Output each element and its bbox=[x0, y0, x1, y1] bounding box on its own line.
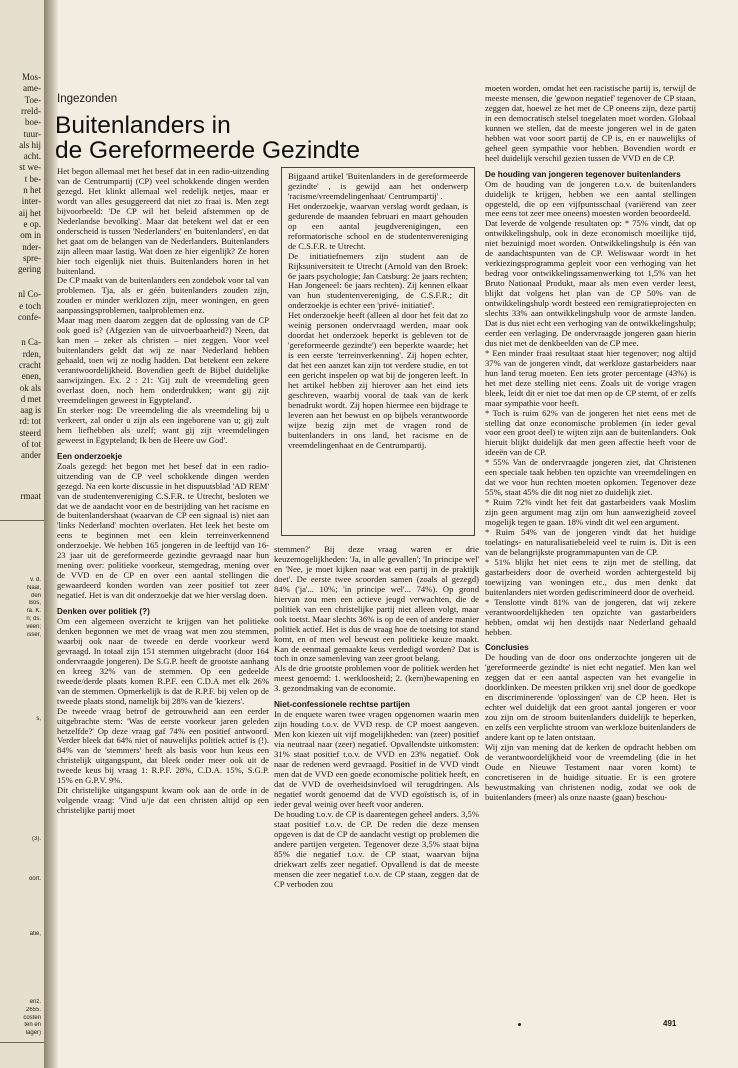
paragraph: Zoals gezegd: het begon met het besef dat in een radio-uitzending van de CP veel schokkende dingen werden gezegd. Na een korte discussie in het dispuutsblad 'AD REM' van de studentenvereniging C.S.F.R. te Utrecht, besloten we dat we de aandacht voor en de bestrijding van het racisme en de buitenlandershaat (waarvan de CP een signaal is) niet aan 'links Nederland' mochten overlaten. Het leek het beste om eens te beginnen met een klein terreinverkennend onderzoekje. We hebben 165 jongeren in de leeftijd van 16-23 jaar uit de gereformeerde gezindte gevraagd naar hun mening over: politieke voorkeur, stemgedrag, mening over de VVD en de CP en over een aantal stellingen die gewaardeerd konden worden van zeer positief tot zeer negatief. Het is van dit onderzoekje dat we hier verslag doen. bbox=[57, 460, 269, 601]
prev-page-text-fragment: aij het bbox=[18, 207, 41, 218]
prev-page-text-fragment: confe- bbox=[18, 312, 41, 322]
paragraph-spacer bbox=[485, 164, 696, 167]
prev-page-text-fragment: rreld- bbox=[21, 105, 41, 116]
prev-page-text-fragment: ame- bbox=[23, 83, 41, 94]
paragraph: Bijgaand artikel 'Buitenlanders in de gereformeerde gezindte' , is gewijd aan het onderwerp 'racisme/vreemdelingenhaat/ Centrumpartij' . bbox=[288, 171, 468, 201]
paragraph: Als de drie grootste problemen voor de politiek werden het meest genoemd: 1. werkloosheid; 2. (kern)bewapening en 3. gezondmaking van de economie. bbox=[274, 663, 479, 694]
paragraph-spacer bbox=[274, 694, 479, 697]
prev-page-text-fragment: gering bbox=[18, 264, 41, 275]
prev-page-text-fragment: inter- bbox=[21, 196, 41, 207]
paragraph: De tweede vraag betrof de getrouwheid aan een eerder uitgebrachte stem: 'Was de eerste voorkeur jaren geleden hetzelfde?' Op deze vraag gaf 74% een positief antwoord. Verder bleek dat 64% niet of nauwelijks politiek actief is (!). 84% van de 'stemmers' heeft als basis voor hun keus een christelijk uitgangspunt, dat bleek onder meer ook uit de tweede keus bij vraag 1: R.P.F. 28%, C.D.A. 15%, S.G.P. 15% en G.P.V. 9%. bbox=[57, 705, 269, 786]
prev-page-text-fragment: d met bbox=[20, 393, 41, 404]
prev-page-small-text: enz. bbox=[29, 999, 41, 1005]
prev-page-small-text: lager) bbox=[25, 1030, 41, 1037]
prev-page-text-fragment: nder- bbox=[22, 241, 41, 252]
article-column-2 bbox=[274, 545, 479, 1042]
paragraph: Maar mag men daarom zeggen dat de oplossing van de CP ook goed is? (Afgezien van de uitvoerbaarheid?) Neen, dat kan men – zeker als christen – niet zeggen. Voor veel buitenlanders geldt dat wij ze naar Nederland hebben gehaald, toen wij ze nodig hadden. Dat betekent een zekere verantwoordelijkheid. Bovendien geeft de Bijbel duidelijke aanwijzingen. Ex. 2 : 21: 'Gij zult de vreemdeling geen overlast doen, noch hem onderdrukken; want gij zijt vreemdelingen geweest in Egypteland'. bbox=[57, 315, 269, 405]
paragraph: * 51% blijkt het niet eens te zijn met de stelling, dat gastarbeiders door de overheid worden achtergesteld bij toewijzing van woningen etc., dus men denkt dat buitenlanders niet worden gediscrimineerd door de overheid. bbox=[485, 556, 696, 597]
prev-page-small-text: costen bbox=[23, 1014, 41, 1021]
headline-line-1: Buitenlanders in bbox=[55, 112, 231, 139]
prev-page-text-fragment: cracht bbox=[19, 359, 41, 370]
prev-page-text-fragment: of tot bbox=[21, 439, 41, 449]
paragraph: Het onderzoekje heeft (alleen al door het feit dat zo weinig personen ondervraagd werden, maar ook doordat het onderzoek beperkt is gebleven tot de 'gereformeerde gezindte') een beperkte waarde; het is een eerste 'terreinverkenning'. Zij hopen echter, dat het een aanzet kan zijn tot verdere studie, en tot een gericht inspelen op wat bij de jongeren leeft. In het artikel hebben zij hierover aan het eind iets geschreven, waarbij vooral de taak van de kerk benadrukt wordt. Zij hopen hiermee een bijdrage te leveren aan het bewust en op bijbels verantwoorde wijze bezig zijn met de vragen rond de buitenlanders in ons land, het racisme en de vreemdelingenhaat en de Centrumpartij. bbox=[288, 310, 468, 450]
prev-page-text-fragment: nl Co- bbox=[18, 289, 41, 300]
prev-page-rule bbox=[0, 520, 44, 521]
prev-page-small-text: (3). bbox=[32, 836, 41, 842]
paragraph: Dit christelijke uitgangspunt kwam ook aan de orde in de volgende vraag: 'Vind u/je dat een christen altijd op een christelijke partij moet bbox=[57, 785, 269, 816]
prev-page-text-fragment: spre- bbox=[23, 252, 41, 263]
prev-page-small-text: isser, bbox=[26, 631, 41, 638]
prev-page-small-text: ten en bbox=[24, 1022, 41, 1029]
paragraph-spacer bbox=[485, 637, 696, 640]
prev-page-small-text: Bos, bbox=[28, 600, 41, 607]
section-kicker: Ingezonden bbox=[57, 93, 118, 105]
previous-page-strip bbox=[0, 0, 45, 1068]
prev-page-rule bbox=[0, 1042, 44, 1043]
prev-page-text-fragment: aag is bbox=[20, 405, 41, 416]
prev-page-text-fragment: rd: tot bbox=[19, 416, 41, 427]
prev-page-text-fragment: ander bbox=[21, 450, 41, 461]
prev-page-text-fragment: steerd bbox=[19, 427, 41, 438]
prev-page-small-text: s, bbox=[36, 716, 41, 722]
prev-page-small-text: veen; bbox=[26, 623, 41, 630]
paragraph: * Ruim 72% vindt het feit dat gastarbeiders vaak Moslim zijn geen argument mag zijn om hun aanwezigheid zoveel mogelijk tegen te gaan. 18% vindt dit wel een argument. bbox=[485, 497, 696, 528]
article-column-1 bbox=[57, 167, 269, 1042]
paragraph: De houding van de door ons onderzochte jongeren uit de 'gereformeerde gezindte' is niet echt negatief. Men kan wel zeggen dat er een aantal aspecten van het evangelie in doorklinken. De meesten prikken vrij snel door de goedkope en discriminerende 'oplossingen' van de CP heen. Het is echter wel duidelijk dat een groot aantal jongeren er voor zou zijn om de stroom buitenlanders duidelijk te beperken, en zelfs een verplichte stroom van werkloze buitenlanders de andere kant op te laten ontstaan. bbox=[485, 652, 696, 743]
paragraph: moeten worden, omdat het een racistische partij is, terwijl de meeste mensen, die 'gewoon negatief' tegenover de CP staan, zeggen dat, hoewel ze het met de CP oneens zijn, deze partij in een democratisch stelsel toegelaten moet worden. Globaal kunnen we stellen, dat de meeste jongeren wel in de gaten hebben wat voor soort partij de CP is, en er nauwelijks of geheel geen sympathie voor hebben. Bovendien wordt er heel duidelijk verschil gezien tussen de VVD en de CP. bbox=[485, 84, 696, 163]
headline-line-2: de Gereformeerde Gezindte bbox=[55, 137, 361, 164]
paragraph: Het begon allemaal met het besef dat in een radio-uitzending van de Centrumpartij (CP) veel schokkende dingen werden gezegd. Het klinkt allemaal wel redelijk netjes, maar er wordt van alles gesuggereerd dat niet zo fraai is. Men zegt bijvoorbeeld: 'De CP wil het beleid afstemmen op de Nederlandse bevolking'. Maar dat betekent wel dat er een onderscheid is tussen 'Nederlanders' en 'buitenlanders', en dat het gaat om de belangen van de Nederlanders. Buitenlanders zijn alleen maar lastig. Wat doen ze hier eigenlijk? Ze horen hier toch eigenlijk niet thuis. Buitenlanders horen in het buitenland. bbox=[57, 167, 269, 276]
paragraph: Dat leverde de volgende resultaten op: * 75% vindt, dat op ontwikkelingshulp, ook in deze economisch moeilijke tijd, niet bezuinigd moet worden. Ontwikkelingshulp is één van de aandachtspunten van de CP. Weliswaar wordt in het verkiezingsprogramma gepleit voor een verhoging van het bedrag voor ontwikkelingssamenwerking tot 1,5% van het Bruto Nationaal Produkt, maar als men even verder leest, blijkt dat volgens het plan van de CP 50% van de ontwikkelingshulp wordt besteed een remigratieprojecten en slechts 33% aan ontwikkelingshulp voor de armste landen. Dat is dus niet echt een verhoging van de ontwikkelingshulp; eerder een verlaging. De ondervraagde jongeren gaan hierin dus niet met de denkbeelden van de CP mee. bbox=[485, 218, 696, 348]
prev-page-small-text: 2655. bbox=[25, 1006, 41, 1013]
prev-page-text-fragment: tuur- bbox=[23, 128, 41, 139]
paragraph: * Een minder fraai resultaat staat hier tegenover; nog altijd 37% van de jongeren vindt, dat werkloze gastarbeiders naar hun land terug moeten. Een iets groter percentage (43%) is het met deze stelling niet eens. Zoals uit de vorige vragen bleek, leidt dit er niet toe dat men op de CP stemt, of er zelfs maar sympathie voor heeft. bbox=[485, 347, 696, 408]
prev-page-text-fragment: ok als bbox=[19, 382, 41, 393]
prev-page-text-fragment: als hij bbox=[19, 139, 41, 150]
prev-page-text-fragment: t be- bbox=[24, 173, 41, 184]
subheading: Conclusies bbox=[485, 643, 529, 653]
paragraph: Wij zijn van mening dat de kerken de opdracht hebben om de verantwoordelijkheid voor de vreemdeling (die in het Oude en Nieuwe Testament naar voren komt) te concretiseren in de huidige situatie. Er is een grotere bewustmaking van christenen nodig, zodat we ook de buitenlanders (meer) als onze naaste (gaan) beschou- bbox=[485, 742, 696, 802]
prev-page-text-fragment: rden, bbox=[22, 348, 41, 359]
paragraph: De houding t.o.v. de CP is daarentegen geheel anders. 3,5% staat positief t.o.v. de CP. De reden die deze mensen opgeven is dat de CP de aandacht vestigt op problemen die andere partijen vergeten. Tegenover deze 3,5% staat bijna 85% die negatief t.o.v. de CP staat, waarvan bijna driekwart zelfs zeer negatief. Opvallend is dat de meeste mensen die zeer negatief t.o.v. de CP staan, zeggen dat de CP verboden zou bbox=[274, 808, 479, 889]
prev-page-small-text: oort. bbox=[28, 876, 41, 882]
end-mark bbox=[518, 1023, 521, 1026]
article-headline bbox=[55, 113, 495, 163]
prev-page-text-fragment: enen, bbox=[21, 371, 41, 382]
paragraph: Om de houding van de jongeren t.o.v. de buitenlanders duidelijk te krijgen, hebben we een aantal stellingen opgesteld, die op een vijfpuntsschaal (variërend van zeer mee eens tot zeer mee oneens) moesten worden beoordeeld. bbox=[485, 178, 696, 219]
article-column-3 bbox=[485, 84, 696, 1039]
prev-page-text-fragment: n Ca- bbox=[21, 337, 41, 348]
prev-page-small-text: atie, bbox=[29, 931, 41, 937]
paragraph: En sterker nog: De vreemdeling die als vreemdeling bij u verkeert, zal onder u zijn als een ingeborene van u; gij zult hem liefhebben als uzelf; want gij zijt vreemdelingen geweest in Egypteland; Ik ben de Heere uw God'. bbox=[57, 404, 269, 445]
prev-page-text-fragment: e toch bbox=[19, 300, 41, 311]
paragraph: De CP maakt van de buitenlanders een zondebok voor tal van problemen. Tja, als er géén buitenlanders zouden zijn, zouden er minder werklozen zijn, meer woningen, en geen aanpassingsproblemen, taalproblemen enz. bbox=[57, 275, 269, 316]
prev-page-small-text: n; ds. bbox=[26, 616, 41, 622]
subheading: Denken over politiek (?) bbox=[57, 607, 150, 617]
prev-page-text-fragment: boe- bbox=[25, 117, 41, 128]
paragraph-spacer bbox=[57, 601, 269, 604]
page-number: 491 bbox=[663, 1019, 677, 1028]
paragraph: Het onderzoekje, waarvan verslag wordt gedaan, is gedurende de maanden februari en maart gehouden op een aantal jeugdverenigingen, een reformatorische school en de studentenvereniging de C.S.F.R. te Utrecht. bbox=[288, 200, 468, 251]
paragraph: In de enquete waren twee vragen opgenomen waarin men zijn houding t.o.v. de VVD resp. de CP moest aangeven. Men kon kiezen uit vijf mogelijkheden: van (zeer) positief via neutraal naar (zeer) negatief. Opvallendste uitkomsten: 31% staat positief t.o.v. de VVD en 23% negatief. Ook naar de redenen werd gevraagd. Positief in de VVD vindt men dat de VVD een goede economische politiek heeft, en dat de VVD de overheidsinvloed wil terugdringen. Als negatief wordt genoemd dat de VVD egoïstisch is, of in ieder geval weinig over heeft voor anderen. bbox=[274, 709, 479, 809]
prev-page-small-text: ra. K. bbox=[26, 608, 41, 615]
paragraph-spacer bbox=[57, 446, 269, 449]
prev-page-text-fragment: st we- bbox=[19, 162, 41, 173]
paragraph: De initiatiefnemers zijn student aan de Rijksuniversiteit te Utrecht (Arnold van den Broek: 6e jaars psychologie; Jan Catsburg: 2e jaars rechten; Han Jongeneel: 6e jaars rechten). Zij kennen elkaar van hun studentenvereniging, de C.S.F.R.; dit onderzoekje is echter een 'privé- initiatief'. bbox=[288, 250, 469, 311]
prev-page-text-fragment: Mos- bbox=[21, 72, 41, 82]
subheading: Een onderzoekje bbox=[57, 451, 123, 461]
prev-page-small-text: Naal, bbox=[26, 584, 41, 591]
prev-page-text-fragment: n het bbox=[23, 185, 41, 195]
paragraph: * 55% Van de ondervraagde jongeren ziet, dat Christenen een speciale taak hebben ten opzichte van vreemdelingen en dat we voor hun rechten moeten opkomen. Tegenover deze 55%, staat 45% die dit nog niet zo duidelijk ziet. bbox=[485, 457, 696, 498]
prev-page-small-text: den bbox=[30, 592, 41, 599]
paragraph: Om een algemeen overzicht te krijgen van het politieke denken begonnen we met de vraag wat men zou stemmen, waarbij ook naar de tweede en derde voorkeur werd gevraagd. In totaal zijn 151 stemmen uitgebracht (door 164 ondervraagde jongeren). De S.G.P. heeft de grootste aanhang en kreeg 32% van de stemmen. Op een gedeelde tweede/derde plaats komen R.P.F. een C.D.A met elk 26% van de stemmen. Opmerkelijk is dat de R.P.F. bij velen op de tweede plaats stond, namelijk bij 28% van de 'kiezers'. bbox=[57, 616, 269, 706]
paragraph: * Toch is ruim 62% van de jongeren het niet eens met de stelling dat onze economische problemen (in ieder geval voor een groot deel) te wijten zijn aan de buitenlanders. Ook hieruit blijkt duidelijk dat men geen affectie heeft voor de ideeën van de CP. bbox=[485, 407, 696, 458]
paragraph: * Tenslotte vindt 81% van de jongeren, dat wij zekere verantwoordelijkheden ten opzichte van gastarbeiders hebben, omdat wij hen destijds naar Nederland gehaald hebben. bbox=[485, 596, 696, 637]
subheading: Niet-confessionele rechtse partijen bbox=[274, 700, 411, 710]
prev-page-text-fragment: om in bbox=[20, 230, 41, 241]
paragraph: * Ruim 54% van de jongeren vindt dat het huidige toelatings- en naturalisatiebeleid veel te ruim is. Dit is een van de belangrijkste programmapunten van de CP. bbox=[485, 526, 696, 557]
paragraph: stemmen?' Bij deze vraag waren er drie keuzemogelijkheden: 'Ja, in alle gevallen'; 'In principe wel' en 'Nee, je moet kijken naar wat een partij in de praktijk doet'. De eerste twee scoorden samen (zoals al gezegd) 84% ('ja'... 10%; 'in principe wel'... 74%). Op grond hiervan zou men een actieve jeugd verwachten, die de politiek van een christelijke partij niet alleen volgt, maar ook toetst. Maar slechts 36% is op de een of andere manier politiek actief. Het is dus de vraag hoe de toetsing tot stand komt, en of men wel bewust een politieke keuze maakt. Kan de eenmaal gemaakte keus verdedigd worden? Dat is toch in onze samenleving van zeer groot belang. bbox=[274, 545, 479, 664]
prev-page-small-text: v. d. bbox=[30, 577, 41, 583]
subheading: De houding van jongeren tegenover buitenlanders bbox=[485, 169, 681, 179]
prev-page-text-fragment: e op. bbox=[23, 218, 41, 229]
prev-page-text-fragment: acht. bbox=[23, 151, 41, 162]
prev-page-text-fragment: Toe- bbox=[24, 94, 41, 105]
prev-page-caption: rmaat bbox=[20, 491, 41, 501]
editorial-note-box bbox=[281, 167, 475, 536]
